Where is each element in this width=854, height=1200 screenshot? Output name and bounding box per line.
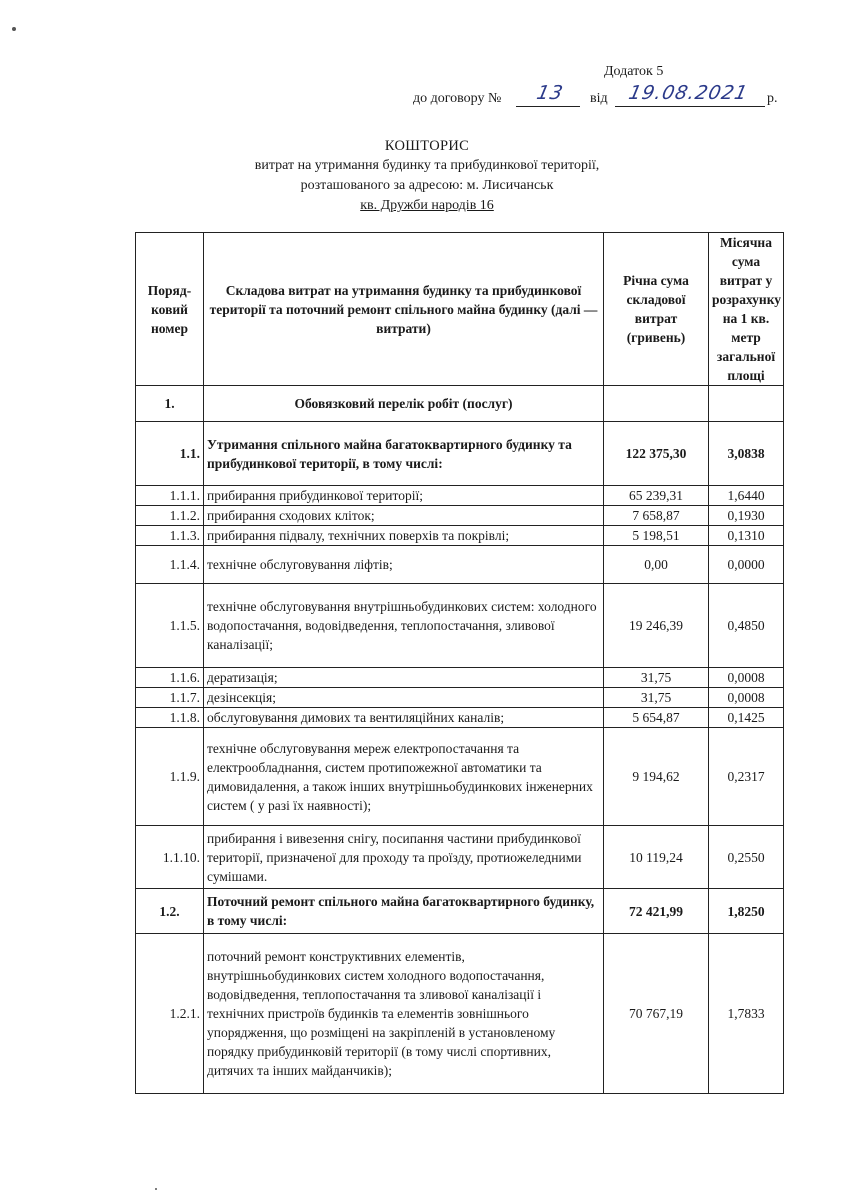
column-header-monthly: Місячна сума витрат у розрахунку на 1 кв. метр загальної площі xyxy=(709,233,784,386)
row-number: 1.1.5. xyxy=(136,584,204,668)
estimate-table xyxy=(135,232,784,1094)
date-prefix: від xyxy=(590,91,608,106)
row-description: Обовязковий перелік робіт (послуг) xyxy=(204,386,604,422)
table-row xyxy=(136,506,784,526)
row-description: прибирання і вивезення снігу, посипання частини прибудинкової території, призначеної для проходу та проїзду, протиожеледними сумішами. xyxy=(204,826,604,889)
row-monthly: 0,1930 xyxy=(709,506,784,526)
row-number: 1.1.9. xyxy=(136,728,204,826)
date-suffix: р. xyxy=(767,91,778,106)
row-description: прибирання прибудинкової території; xyxy=(204,486,604,506)
row-description: дезінсекція; xyxy=(204,688,604,708)
table-row xyxy=(136,889,784,934)
contract-prefix: до договору № xyxy=(413,91,502,106)
row-number: 1.1.1. xyxy=(136,486,204,506)
row-annual: 122 375,30 xyxy=(604,422,709,486)
row-description: технічне обслуговування ліфтів; xyxy=(204,546,604,584)
row-description: технічне обслуговування мереж електропостачання та електрообладнання, систем протипожежної автоматики та димовидалення, а також інших внутрішньобудинкових інженерних систем ( у разі їх наявності); xyxy=(204,728,604,826)
row-description: прибирання сходових кліток; xyxy=(204,506,604,526)
row-monthly: 0,2550 xyxy=(709,826,784,889)
table-row xyxy=(136,422,784,486)
row-monthly: 0,1310 xyxy=(709,526,784,546)
row-number: 1. xyxy=(136,386,204,422)
row-number: 1.1.6. xyxy=(136,668,204,688)
row-annual: 5 198,51 xyxy=(604,526,709,546)
row-number: 1.1.3. xyxy=(136,526,204,546)
number-underline xyxy=(516,106,580,107)
table-row xyxy=(136,826,784,889)
subtitle-line-1: витрат на утримання будинку та прибудинкової території, xyxy=(254,158,600,173)
row-annual xyxy=(604,386,709,422)
row-number: 1.1.4. xyxy=(136,546,204,584)
row-description: прибирання підвалу, технічних поверхів та покрівлі; xyxy=(204,526,604,546)
row-description: Утримання спільного майна багатоквартирного будинку та прибудинкової території, в тому числі: xyxy=(204,422,604,486)
row-annual: 72 421,99 xyxy=(604,889,709,934)
row-monthly: 0,4850 xyxy=(709,584,784,668)
contract-reference xyxy=(413,82,793,110)
row-annual: 9 194,62 xyxy=(604,728,709,826)
row-description: поточний ремонт конструктивних елементів, внутрішньобудинкових систем холодного водопостачання, водовідведення, теплопостачання та зливової каналізації і технічних пристроїв будинків та елементів зовнішнього упорядження, що розміщені на закріпленій в установленому порядку прибудинковій території (в тому числі спортивних, дитячих та інших майданчиків); xyxy=(204,934,604,1094)
row-annual: 5 654,87 xyxy=(604,708,709,728)
row-monthly: 0,0008 xyxy=(709,668,784,688)
row-monthly: 1,8250 xyxy=(709,889,784,934)
row-number: 1.2.1. xyxy=(136,934,204,1094)
row-annual: 31,75 xyxy=(604,688,709,708)
row-monthly: 0,1425 xyxy=(709,708,784,728)
row-description: обслуговування димових та вентиляційних каналів; xyxy=(204,708,604,728)
row-number: 1.1. xyxy=(136,422,204,486)
address-line: кв. Дружби народів 16 xyxy=(360,198,494,213)
row-description: дератизація; xyxy=(204,668,604,688)
subtitle-line-2: розташованого за адресою: м. Лисичанськ xyxy=(300,178,554,193)
row-annual: 0,00 xyxy=(604,546,709,584)
row-description: Поточний ремонт спільного майна багатоквартирного будинку, в тому числі: xyxy=(204,889,604,934)
table-row xyxy=(136,526,784,546)
column-header-annual: Річна сума складової витрат (гривень) xyxy=(604,233,709,386)
row-annual: 19 246,39 xyxy=(604,584,709,668)
row-monthly: 0,2317 xyxy=(709,728,784,826)
row-number: 1.1.7. xyxy=(136,688,204,708)
row-annual: 7 658,87 xyxy=(604,506,709,526)
table-row xyxy=(136,386,784,422)
table-row xyxy=(136,668,784,688)
row-monthly: 0,0000 xyxy=(709,546,784,584)
column-header-description: Складова витрат на утримання будинку та прибудинкової території та поточний ремонт спільного майна будинку (далі — витрати) xyxy=(204,233,604,386)
row-annual: 65 239,31 xyxy=(604,486,709,506)
table-row xyxy=(136,546,784,584)
row-annual: 70 767,19 xyxy=(604,934,709,1094)
contract-date: 19.08.2021 xyxy=(626,82,751,104)
row-monthly: 1,7833 xyxy=(709,934,784,1094)
table-row xyxy=(136,708,784,728)
scan-speck xyxy=(12,27,16,31)
row-number: 1.1.8. xyxy=(136,708,204,728)
row-number: 1.1.2. xyxy=(136,506,204,526)
row-monthly xyxy=(709,386,784,422)
row-annual: 10 119,24 xyxy=(604,826,709,889)
row-number: 1.1.10. xyxy=(136,826,204,889)
row-monthly: 0,0008 xyxy=(709,688,784,708)
table-row xyxy=(136,584,784,668)
row-monthly: 1,6440 xyxy=(709,486,784,506)
table-header-row xyxy=(136,233,784,386)
table-row xyxy=(136,688,784,708)
row-number: 1.2. xyxy=(136,889,204,934)
contract-number: 13 xyxy=(534,82,566,104)
addendum-label: Додаток 5 xyxy=(604,64,664,79)
row-monthly: 3,0838 xyxy=(709,422,784,486)
table-row xyxy=(136,728,784,826)
table-row xyxy=(136,934,784,1094)
document-heading: КОШТОРИС xyxy=(384,138,470,154)
scan-speck xyxy=(155,1188,157,1190)
row-description: технічне обслуговування внутрішньобудинкових систем: холодного водопостачання, водовідведення, теплопостачання, зливової каналізації; xyxy=(204,584,604,668)
column-header-number: Поряд-ковий номер xyxy=(136,233,204,386)
date-underline xyxy=(615,106,765,107)
row-annual: 31,75 xyxy=(604,668,709,688)
table-row xyxy=(136,486,784,506)
